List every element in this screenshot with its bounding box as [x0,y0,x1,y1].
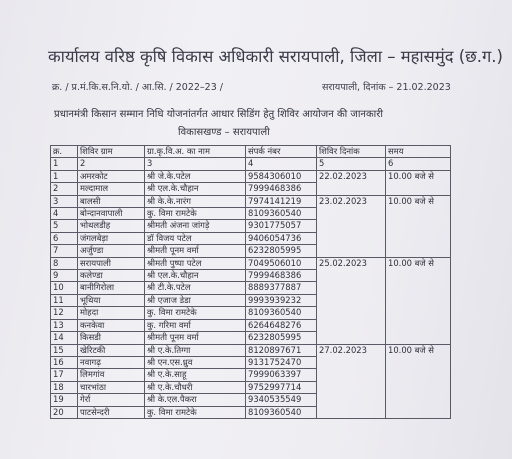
camp-date-cell [317,319,386,331]
serial-cell: 9 [51,270,78,282]
time-cell [386,394,451,406]
subject-line: प्रधानमंत्री किसान सम्मान निधि योजनांतर्गत आधार सिडिंग हेतु शिविर आयोजन की जानकारी [54,109,383,120]
column-number: 1 [51,158,78,170]
contact-number-cell: 7049506010 [246,257,317,269]
officer-name-cell: श्री एजाज डेडा [145,294,246,306]
table-row [51,319,451,331]
village-cell: मोहदा [78,307,145,319]
serial-cell: 8 [51,257,78,269]
village-cell: कनकेवा [78,319,145,331]
serial-cell: 20 [51,406,78,418]
table-row [51,220,451,232]
header-cell: समय [386,146,451,158]
camp-date-cell: 22.02.2023 [317,170,386,182]
camp-date-cell [317,369,386,381]
contact-number-cell: 9340535549 [246,394,317,406]
time-cell [386,369,451,381]
serial-cell: 2 [51,183,78,195]
time-cell [386,270,451,282]
contact-number-cell: 8120897671 [246,344,317,356]
camp-date-cell [317,220,386,232]
officer-name-cell: कु. विमा रामटेके [145,406,246,418]
time-cell [386,282,451,294]
serial-cell: 7 [51,245,78,257]
camp-date-cell [317,332,386,344]
contact-number-cell: 9584306010 [246,170,317,182]
contact-number-cell: 9301775057 [246,220,317,232]
serial-cell: 14 [51,332,78,344]
contact-number-cell: 8889377887 [246,282,317,294]
table-row [51,270,451,282]
contact-number-cell: 8109360540 [246,307,317,319]
time-cell [386,208,451,220]
camp-date-cell [317,282,386,294]
header-cell: शिविर ग्राम [78,146,145,158]
time-cell [386,245,451,257]
village-cell: नवागढ़ [78,356,145,368]
serial-cell: 3 [51,195,78,207]
time-cell [386,319,451,331]
contact-number-cell: 6232805995 [246,332,317,344]
camp-date-cell: 23.02.2023 [317,195,386,207]
time-cell: 10.00 बजे से [386,344,451,356]
column-number: 2 [78,158,145,170]
contact-number-cell: 6232805995 [246,245,317,257]
village-cell: गेर्रा [78,394,145,406]
contact-number-cell: 6264648276 [246,319,317,331]
table-row [51,170,451,182]
officer-name-cell: श्री एल.के.चौहान [145,270,246,282]
village-cell: पाटसेन्दरी [78,406,145,418]
officer-name-cell: श्री एन.एस.ध्रुव [145,356,246,368]
time-cell [386,183,451,195]
reference-number: क्र. / प्र.मं.कि.स.नि.यो. / आ.सि. / 2022–23 / [52,82,223,93]
time-cell: 10.00 बजे से [386,257,451,269]
serial-cell: 1 [51,170,78,182]
serial-cell: 4 [51,208,78,220]
column-number: 5 [317,158,386,170]
column-number: 6 [386,158,451,170]
serial-cell: 5 [51,220,78,232]
office-title: कार्यालय वरिष्ठ कृषि विकास अधिकारी सरायपाली, जिला – महासमुंद (छ.ग.) [48,47,503,66]
time-cell [386,294,451,306]
serial-cell: 16 [51,356,78,368]
officer-name-cell: श्री के.के.नारंग [145,195,246,207]
table-row [51,369,451,381]
time-cell [386,332,451,344]
camp-date-cell [317,406,386,418]
village-cell: अर्जुण्डा [78,245,145,257]
table-row [51,208,451,220]
place-date: सरायपाली, दिनांक – 21.02.2023 [322,82,451,93]
contact-number-cell: 8109360540 [246,208,317,220]
table-row [51,356,451,368]
village-cell: अमरकोट [78,170,145,182]
officer-name-cell: श्री एल.के.चौहान [145,183,246,195]
header-cell: ग्रा.कृ.वि.अ. का नाम [145,146,246,158]
header-cell: क्र. [51,146,78,158]
serial-cell: 11 [51,294,78,306]
table-row [51,294,451,306]
contact-number-cell: 9406054736 [246,232,317,244]
serial-cell: 12 [51,307,78,319]
serial-cell: 6 [51,232,78,244]
table-row [51,381,451,393]
officer-name-cell: कु. विमा रामटेके [145,208,246,220]
officer-name-cell: श्रीमती पुष्पा पटेल [145,257,246,269]
camp-date-cell [317,381,386,393]
officer-name-cell: श्री जे.के.पटेल [145,170,246,182]
contact-number-cell: 9752997714 [246,381,317,393]
contact-number-cell: 8109360540 [246,406,317,418]
serial-cell: 13 [51,319,78,331]
time-cell [386,406,451,418]
village-cell: बानीगिरोला [78,282,145,294]
officer-name-cell: कु. विमा रामटेके [145,307,246,319]
officer-name-cell: श्रीमती पूनम वर्मा [145,245,246,257]
table-header-row [51,146,451,158]
camp-date-cell [317,183,386,195]
camp-date-cell [317,270,386,282]
contact-number-cell: 7999468386 [246,183,317,195]
village-cell: बालसी [78,195,145,207]
village-cell: लिमगांव [78,369,145,381]
village-cell: चारभांठा [78,381,145,393]
officer-name-cell: कु. गरिमा वर्मा [145,319,246,331]
serial-cell: 18 [51,381,78,393]
time-cell [386,232,451,244]
serial-cell: 17 [51,369,78,381]
camp-date-cell [317,356,386,368]
serial-cell: 19 [51,394,78,406]
camp-date-cell [317,294,386,306]
contact-number-cell: 9993939232 [246,294,317,306]
time-cell [386,220,451,232]
camp-date-cell: 27.02.2023 [317,344,386,356]
camp-date-cell: 25.02.2023 [317,257,386,269]
village-cell: कलेण्डा [78,270,145,282]
officer-name-cell: श्री ए.के.साहू [145,369,246,381]
serial-cell: 10 [51,282,78,294]
column-number: 3 [145,158,246,170]
village-cell: खेरिटकी [78,344,145,356]
column-number-row [51,158,451,170]
village-cell: बोन्दानवापाली [78,208,145,220]
contact-number-cell: 9131752470 [246,356,317,368]
table-row [51,232,451,244]
serial-cell: 15 [51,344,78,356]
table-row [51,394,451,406]
table-row [51,344,451,356]
table-row [51,282,451,294]
time-cell [386,381,451,393]
village-cell: किसडी [78,332,145,344]
header-cell: शिविर दिनांक [317,146,386,158]
table-row [51,257,451,269]
camp-date-cell [317,232,386,244]
table-row [51,245,451,257]
officer-name-cell: श्रीमती अंजना जांगड़े [145,220,246,232]
village-cell: मल्दामाल [78,183,145,195]
time-cell [386,307,451,319]
village-cell: सरायपाली [78,257,145,269]
time-cell: 10.00 बजे से [386,170,451,182]
officer-name-cell: श्रीमती पूनम वर्मा [145,332,246,344]
camp-schedule-table [50,145,451,419]
time-cell [386,356,451,368]
header-cell: संपर्क नंबर [246,146,317,158]
officer-name-cell: डॉ विजय पटेल [145,232,246,244]
village-cell: भोथलडीह [78,220,145,232]
camp-date-cell [317,245,386,257]
contact-number-cell: 7999063397 [246,369,317,381]
time-cell: 10.00 बजे से [386,195,451,207]
village-cell: जंगलबेड़ा [78,232,145,244]
table-row [51,332,451,344]
contact-number-cell: 7974141219 [246,195,317,207]
contact-number-cell: 7999468386 [246,270,317,282]
block-name: विकासखण्ड – सरायपाली [178,127,270,138]
table-row [51,307,451,319]
table-row [51,406,451,418]
camp-date-cell [317,307,386,319]
table-row [51,195,451,207]
camp-date-cell [317,208,386,220]
officer-name-cell: श्री के.एल.पैकरा [145,394,246,406]
camp-date-cell [317,394,386,406]
officer-name-cell: श्री टी.के.पटेल [145,282,246,294]
officer-name-cell: श्री ए.के.तिग्गा [145,344,246,356]
village-cell: भूथिया [78,294,145,306]
column-number: 4 [246,158,317,170]
table-row [51,183,451,195]
officer-name-cell: श्री ए.के.चौधरी [145,381,246,393]
